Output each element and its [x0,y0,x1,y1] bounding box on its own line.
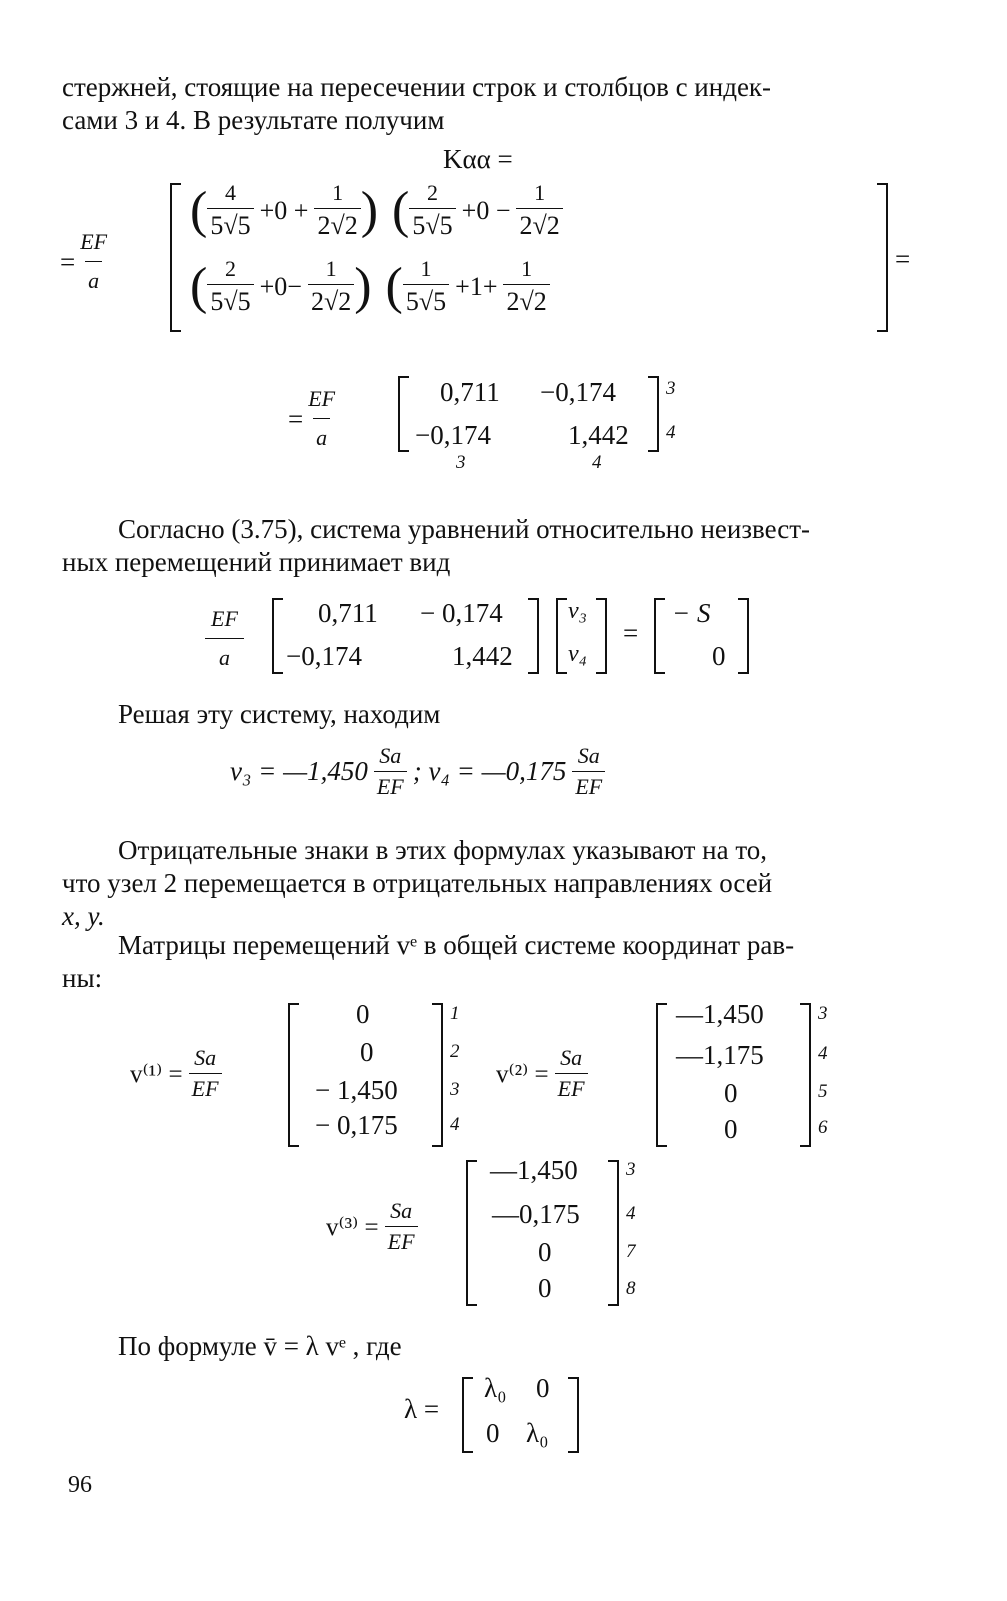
vector-v1-label [130,1045,222,1102]
matrix-cell: −0,174 [415,420,491,450]
vector-v3-label [326,1198,418,1255]
term: +0− [259,271,302,301]
vector-cell: 0 [724,1078,738,1108]
vector-cell: 0 [538,1273,552,1303]
term: +0 − [461,195,511,225]
paragraph-line: x, y. [62,901,105,931]
row-index: 3 [450,1079,460,1100]
fraction: $\frac{Sa}{EF}$ [555,1045,588,1102]
term: +1+ [455,271,498,301]
fraction: $\frac{Sa}{EF}$ [189,1045,222,1102]
vector-cell: − S [672,598,711,628]
vector-cell: 0 [712,641,726,671]
vector-cell: —1,450 [676,999,764,1029]
matrix-cell: − 0,174 [420,598,503,628]
row-index: 8 [626,1278,636,1299]
row-index: 4 [450,1114,460,1135]
bracket-left [462,1377,473,1453]
matrix-cell: 1,442 [568,420,629,450]
equation-lhs: λ = [404,1394,440,1424]
term: v₃ = —1,450 [230,756,368,786]
fraction: $\frac{Sa}{EF}$ [572,743,605,800]
equation-lhs: Kαα = [443,144,513,174]
vector-cell: v₃ [568,598,587,624]
matrix-cell: λ₀ [526,1418,549,1448]
fraction: $\frac{EF}{a}$ [77,225,110,298]
matrix-cell: −0,174 [286,641,362,671]
fraction: $\frac{1}{5√5}$ [403,256,449,317]
row-index: 4 [626,1203,636,1224]
fraction: $\frac{1}{2√2}$ [308,256,354,317]
paragraph-line: Решая эту систему, находим [118,699,441,729]
row-index: 7 [626,1241,636,1262]
bracket-right [800,1003,811,1147]
paragraph-line: ны: [62,963,103,993]
solution-equation [230,743,605,800]
vector-cell: − 0,175 [315,1110,398,1140]
matrix-cell: 0,711 [440,377,500,407]
paren: ( [190,257,208,315]
fraction: $\frac{4}{5√5}$ [207,180,253,241]
bracket-left [170,183,181,332]
row-index: 5 [818,1081,828,1102]
vector-cell: − 1,450 [315,1075,398,1105]
matrix-row [190,256,550,317]
col-index: 3 [456,452,466,473]
paragraph-line: сами 3 и 4. В результате получим [62,105,445,135]
bracket-right [596,598,607,674]
bracket-left [272,598,283,674]
label: v⁽³⁾ = [326,1213,379,1241]
matrix-cell: 0 [486,1418,500,1448]
matrix-cell: 0,711 [318,598,378,628]
vector-cell: —0,175 [492,1199,580,1229]
paren: ( [392,181,410,239]
paren: ( [190,181,208,239]
vector-v2-label [496,1045,588,1102]
row-index: 4 [818,1043,828,1064]
vector-cell: 0 [724,1114,738,1144]
bracket-left [288,1003,299,1147]
equals-sign: = [895,244,911,274]
bracket-left [556,598,567,674]
col-index: 4 [592,452,602,473]
bracket-left [656,1003,667,1147]
vector-cell: 0 [360,1037,374,1067]
ef-over-a-fraction [288,382,338,455]
paren: ( [385,257,403,315]
bracket-right [608,1160,619,1306]
paren: ) [360,181,379,239]
ef-over-a-fraction: $\frac{EF}{a}$ [205,602,244,675]
equals-sign: = [623,618,639,648]
bracket-left [654,598,665,674]
matrix-cell: λ₀ [484,1373,507,1403]
bracket-right [648,376,659,452]
page-number: 96 [68,1472,92,1498]
paragraph-line: что узел 2 перемещается в отрицательных направлениях осей [62,868,773,898]
bracket-right [738,598,749,674]
row-index: 6 [818,1117,828,1138]
label: v⁽¹⁾ = [130,1060,183,1088]
paren: ) [354,257,372,315]
fraction: $\frac{1}{2√2}$ [503,256,549,317]
fraction: $\frac{2}{5√5}$ [207,256,253,317]
vector-cell: 0 [538,1237,552,1267]
vector-cell: —1,450 [490,1155,578,1185]
row-index: 4 [666,422,676,443]
matrix-cell: −0,174 [540,377,616,407]
row-index: 3 [626,1159,636,1180]
row-index: 1 [450,1003,460,1024]
paragraph-line: Согласно (3.75), система уравнений относительно неизвест- [118,514,811,544]
bracket-right [528,598,539,674]
term: +0 + [259,195,309,225]
fraction: $\frac{2}{5√5}$ [409,180,455,241]
paragraph-line: По формуле v̄ = λ vᵉ , где [118,1331,402,1361]
row-index: 3 [818,1003,828,1024]
fraction: $\frac{Sa}{EF}$ [374,743,407,800]
bracket-right [432,1003,443,1147]
bracket-right [568,1377,579,1453]
fraction: $\frac{Sa}{EF}$ [385,1198,418,1255]
equals-sign: = [60,246,76,277]
row-index: 3 [666,378,676,399]
term: ; v₄ = —0,175 [412,756,567,786]
vector-cell: 0 [356,999,370,1029]
vector-cell: v₄ [568,641,587,667]
paragraph-line: стержней, стоящие на пересечении строк и столбцов с индек- [62,72,772,102]
fraction: $\frac{EF}{a}$ [305,382,338,455]
bracket-right [877,183,888,332]
label: v⁽²⁾ = [496,1060,549,1088]
fraction: $\frac{1}{2√2}$ [314,180,360,241]
matrix-row [190,180,563,241]
row-index: 2 [450,1041,460,1062]
matrix-cell: 1,442 [452,641,513,671]
paragraph-line: ных перемещений принимает вид [62,547,451,577]
paragraph-line: Отрицательные знаки в этих формулах указывают на то, [118,835,768,865]
bracket-left [398,376,409,452]
vector-cell: —1,175 [676,1040,764,1070]
bracket-left [466,1160,477,1306]
matrix-cell: 0 [536,1373,550,1403]
paragraph-line: Матрицы перемещений vᵉ в общей системе координат рав- [118,930,795,960]
equals-sign: = [288,403,304,434]
ef-over-a-fraction [60,225,110,298]
fraction: $\frac{1}{2√2}$ [516,180,562,241]
